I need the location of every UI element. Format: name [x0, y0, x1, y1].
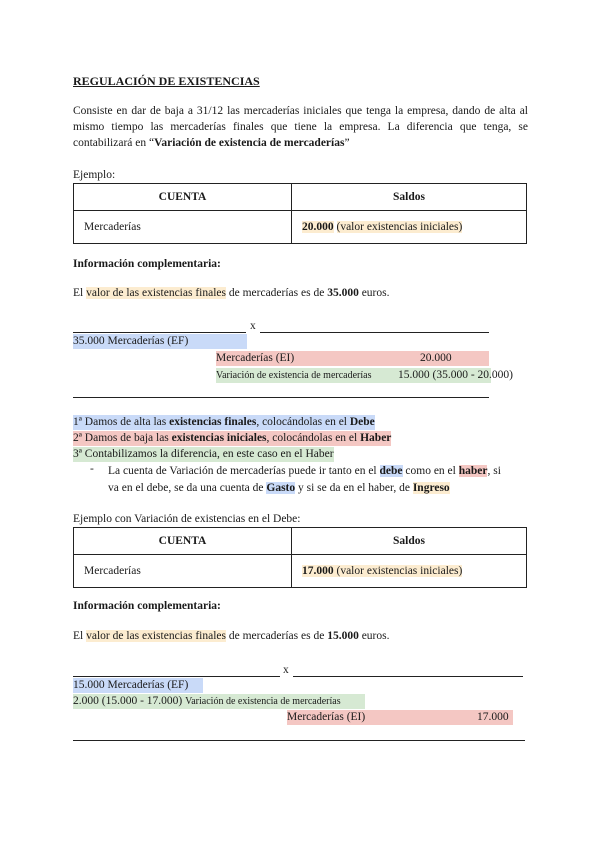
- example2-label: Ejemplo con Variación de existencias en el Debe:: [73, 513, 301, 525]
- info-heading: Información complementaria:: [73, 258, 221, 270]
- example-label: Ejemplo:: [73, 169, 116, 181]
- table2-header-saldos: Saldos: [292, 528, 527, 555]
- step-1: 1ª Damos de alta las existencias finales, colocándolas en el Debe: [73, 416, 375, 428]
- bullet-dash: -: [90, 463, 94, 475]
- balance-table: [73, 183, 527, 244]
- info2-text: El valor de las existencias finales de mercaderías es de 15.000 euros.: [73, 630, 390, 642]
- table2-cell-saldo: 17.000 (valor existencias iniciales): [292, 555, 527, 588]
- page-title: REGULACIÓN DE EXISTENCIAS: [73, 74, 260, 88]
- intro-paragraph: Consiste en dar de baja a 31/12 las mercaderías iniciales que tenga la empresa, dando de alta al mismo tiempo las mercaderías finales que tiene la empresa. La diferencia que tenga, se contabilizará en “Variación de existencia de mercaderías”: [73, 105, 528, 149]
- table-cell-saldo: 20.000 (valor existencias iniciales): [292, 211, 527, 244]
- journal2-date-marker: x: [283, 664, 289, 676]
- journal2-footer-line: [73, 740, 525, 741]
- journal2-entry-credit-ei: Mercaderías (EI) 17.000: [287, 710, 513, 725]
- step-2: 2ª Damos de baja las existencias iniciales, colocándolas en el Haber: [73, 432, 392, 444]
- balance-table-2: [73, 527, 527, 588]
- info2-heading: Información complementaria:: [73, 600, 221, 612]
- table-cell-cuenta: Mercaderías: [74, 211, 292, 244]
- table-header-saldos: Saldos: [292, 184, 527, 211]
- bullet-text: La cuenta de Variación de mercaderías puede ir tanto en el debe como en el haber, si va en el debe, se da una cuenta de Gasto y si se da en el haber, de Ingreso: [108, 465, 501, 494]
- journal-header-line-left: [73, 332, 246, 333]
- journal2-header-line-left: [73, 676, 280, 677]
- step-3: 3ª Contabilizamos la diferencia, en este caso en el Haber: [73, 448, 334, 460]
- table-header-cuenta: CUENTA: [74, 184, 292, 211]
- journal-footer-line: [73, 397, 489, 398]
- table2-cell-cuenta: Mercaderías: [74, 555, 292, 588]
- journal-date-marker: x: [250, 320, 256, 332]
- journal-header-line-right: [260, 332, 489, 333]
- journal-entry-debit: 35.000 Mercaderías (EF): [73, 334, 247, 349]
- journal2-header-line-right: [293, 676, 523, 677]
- journal-entry-credit-ei: Mercaderías (EI) 20.000: [216, 351, 489, 366]
- table2-header-cuenta: CUENTA: [74, 528, 292, 555]
- journal2-entry-debit: 15.000 Mercaderías (EF): [73, 678, 203, 693]
- journal2-entry-variation: 2.000 (15.000 - 17.000) Variación de existencia de mercaderías: [73, 694, 365, 709]
- journal-entry-credit-variation: Variación de existencia de mercaderías 15.000 (35.000 - 20.000): [216, 369, 513, 381]
- info-text: El valor de las existencias finales de mercaderías es de 35.000 euros.: [73, 287, 390, 299]
